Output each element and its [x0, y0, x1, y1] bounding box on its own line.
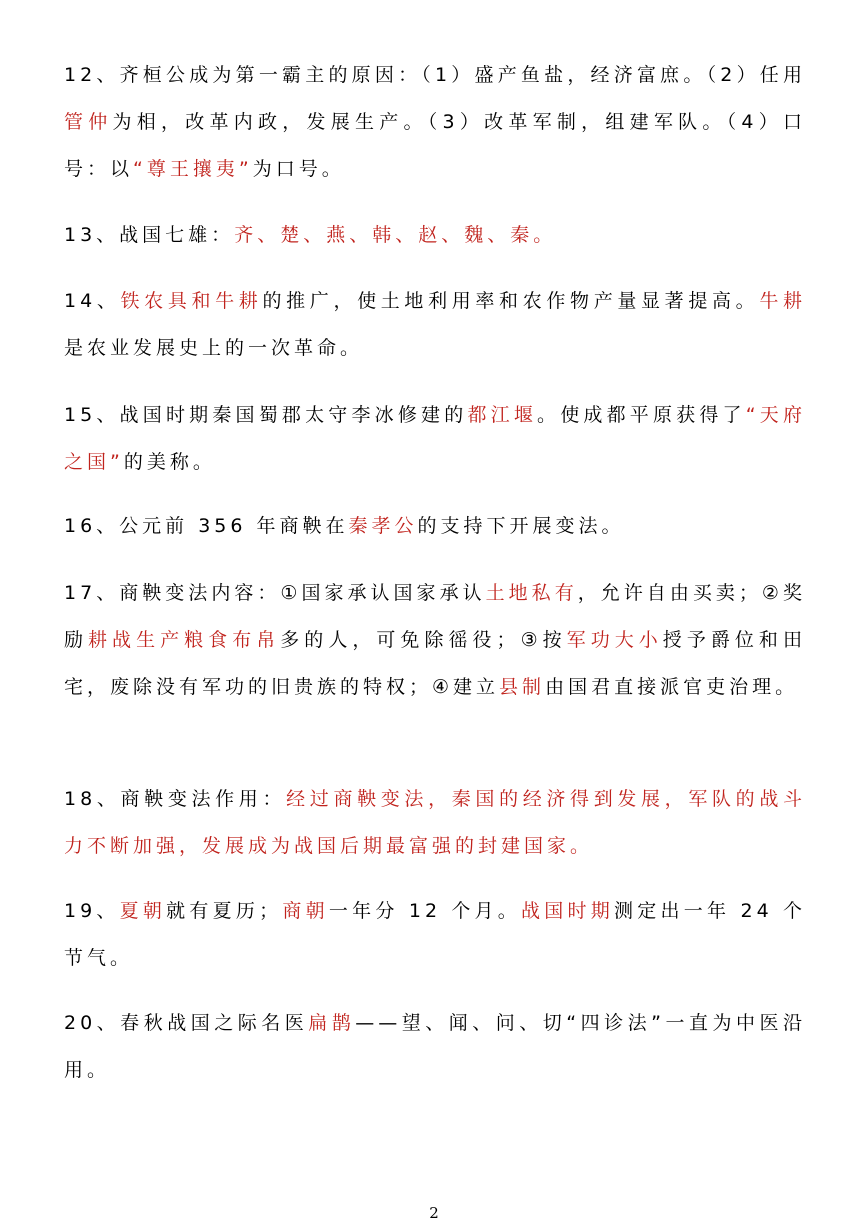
highlighted-term: 齐、楚、燕、韩、赵、魏、秦。: [234, 224, 557, 246]
item-20: [64, 1000, 806, 1094]
item-14: [64, 278, 806, 372]
highlighted-term: 牛耕: [759, 290, 806, 312]
highlighted-term: “天府之国”: [64, 404, 806, 473]
paragraph-text: 12、齐桓公成为第一霸主的原因：（1）盛产鱼盐，经济富庶。（2）任用: [64, 64, 806, 86]
paragraph-text: 为相，改革内政，发展生产。（3）改革军制，组建军队。（4）口号：以: [64, 111, 806, 180]
paragraph-text: 17、商鞅变法内容：①国家承认国家承认: [64, 582, 486, 604]
paragraph-text: 多的人，可免除徭役；③按: [280, 629, 567, 651]
item-13: [64, 212, 806, 259]
highlighted-term: 夏朝: [119, 900, 167, 922]
item-16: [64, 503, 806, 550]
highlighted-term: 耕战生产粮食布帛: [88, 629, 281, 651]
paragraph-text: 。使成都平原获得了: [537, 404, 746, 426]
paragraph-text: 13、战国七雄：: [64, 224, 235, 246]
item-19: [64, 888, 806, 982]
item-17: [64, 570, 806, 711]
paragraph-text: 的支持下开展变法。: [417, 515, 625, 537]
paragraph-text: 为口号。: [252, 158, 345, 180]
highlighted-term: 商朝: [282, 900, 329, 922]
paragraph-text: 20、春秋战国之际名医: [64, 1012, 309, 1034]
paragraph-text: 测定出一年 24 个节气。: [64, 900, 806, 969]
paragraph-text: ——望、闻、问、切“四诊法”一直为中医沿用。: [64, 1012, 806, 1081]
paragraph-text: 的美称。: [123, 451, 216, 473]
paragraph-text: 授予爵位和田宅，废除没有军功的旧贵族的特权；④建立: [64, 629, 806, 698]
highlighted-term: “尊王攘夷”: [133, 158, 253, 180]
paragraph-text: 是农业发展史上的一次革命。: [64, 337, 364, 359]
paragraph-text: 由国君直接派官吏治理。: [545, 676, 799, 698]
paragraph-text: 18、商鞅变法作用：: [64, 788, 287, 810]
highlighted-term: 秦孝公: [348, 515, 418, 537]
paragraph-text: 就有夏历；: [166, 900, 283, 922]
paragraph-text: 一年分 12 个月。: [328, 900, 522, 922]
highlighted-term: 军功大小: [566, 629, 663, 651]
paragraph-text: ，允许自由买卖；②奖励: [64, 582, 806, 651]
item-12: [64, 52, 806, 193]
highlighted-term: 县制: [499, 676, 546, 698]
highlighted-term: 扁鹊: [308, 1012, 356, 1034]
paragraph-text: 的推广，使土地利用率和农作物产量显著提高。: [262, 290, 760, 312]
paragraph-text: 14、: [64, 290, 121, 312]
highlighted-term: 都江堰: [467, 404, 538, 426]
highlighted-term: 管仲: [64, 111, 113, 133]
highlighted-term: 战国时期: [521, 900, 615, 922]
page-number: 2: [429, 1204, 439, 1222]
paragraph-text: 16、公元前 356 年商鞅在: [64, 515, 349, 537]
highlighted-term: 铁农具和牛耕: [120, 290, 263, 312]
paragraph-text: 15、战国时期秦国蜀郡太守李冰修建的: [64, 404, 468, 426]
item-18: [64, 776, 806, 870]
paragraph-text: 19、: [64, 900, 120, 922]
highlighted-term: 土地私有: [485, 582, 578, 604]
highlighted-term: 经过商鞅变法，秦国的经济得到发展，军队的战斗力不断加强，发展成为战国后期最富强的封建国家。: [64, 788, 806, 857]
item-15: [64, 392, 806, 486]
